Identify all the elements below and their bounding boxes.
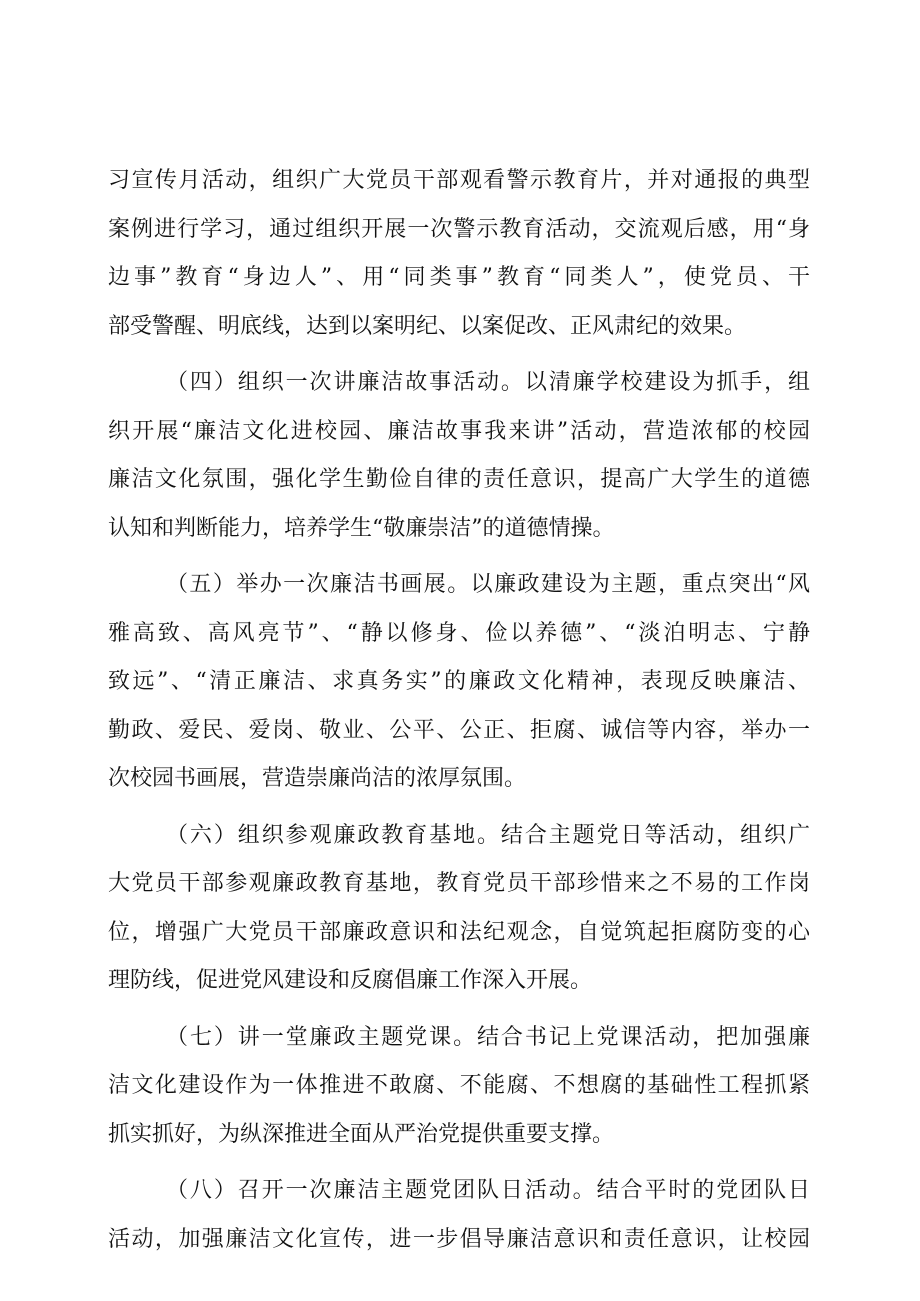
paragraph [108,561,810,804]
text-line: 织开展“廉洁文化进校园、廉洁故事我来讲”活动，营造浓郁的校园 [108,418,810,444]
paragraph-gap [108,553,810,561]
document-body [108,157,810,1264]
text-line: 致远”、“清正廉洁、求真务实”的廉政文化精神，表现反映廉洁、 [108,669,810,694]
text-line: 认知和判断能力，培养学生“敬廉崇洁”的道德情操。 [108,515,615,541]
paragraph-gap [108,1006,810,1014]
text-line: （七）讲一堂廉政主题党课。结合书记上党课活动，把加强廉 [166,1024,810,1050]
text-line: 次校园书画展，营造崇廉尚洁的浓厚氛围。 [108,766,527,791]
text-line: 边事”教育“身边人”、用“同类事”教育“同类人”，使党员、干 [108,265,810,290]
paragraph-gap [108,351,810,359]
text-line: 廉洁文化氛围，强化学生勤俭自律的责任意识，提高广大学生的道德 [108,467,810,492]
text-line: （四）组织一次讲廉洁故事活动。以清廉学校建设为抓手，组 [166,370,810,395]
paragraph-gap [108,804,810,812]
text-line: 案例进行学习，通过组织开展一次警示教育活动，交流观后感，用“身 [108,216,810,242]
text-line: （八）召开一次廉洁主题党团队日活动。结合平时的党团队日 [166,1178,810,1203]
text-line: 雅高致、高风亮节”、“静以修身、俭以养德”、“淡泊明志、宁静 [108,620,810,646]
paragraph [108,157,810,351]
text-line: 抓实抓好，为纵深推进全面从严治党提供重要支撑。 [108,1121,615,1147]
text-line: 部受警醒、明底线，达到以案明纪、以案促改、正风肃纪的效果。 [108,313,747,339]
text-line: 大党员干部参观廉政教育基地，教育党员干部珍惜来之不易的工作岗 [108,871,810,896]
text-line: （五）举办一次廉洁书画展。以廉政建设为主题，重点突出“风 [166,572,810,597]
paragraph [108,359,810,553]
text-line: 勤政、爱民、爱岗、敬业、公平、公正、拒腐、诚信等内容，举办一 [108,717,810,743]
paragraph [108,812,810,1006]
paragraph [108,1014,810,1160]
text-line: 理防线，促进党风建设和反腐倡廉工作深入开展。 [108,968,593,993]
paragraph-gap [108,1159,810,1167]
text-line: 活动，加强廉洁文化宣传，进一步倡导廉洁意识和责任意识，让校园 [108,1226,810,1252]
text-line: （六）组织参观廉政教育基地。结合主题党日等活动，组织广 [166,822,810,848]
text-line: 洁文化建设作为一体推进不敢腐、不能腐、不想腐的基础性工程抓紧 [108,1073,810,1098]
text-line: 习宣传月活动，组织广大党员干部观看警示教育片，并对通报的典型 [108,168,810,193]
paragraph [108,1167,810,1264]
text-line: 位，增强广大党员干部廉政意识和法纪观念，自觉筑起拒腐防变的心 [108,919,810,945]
